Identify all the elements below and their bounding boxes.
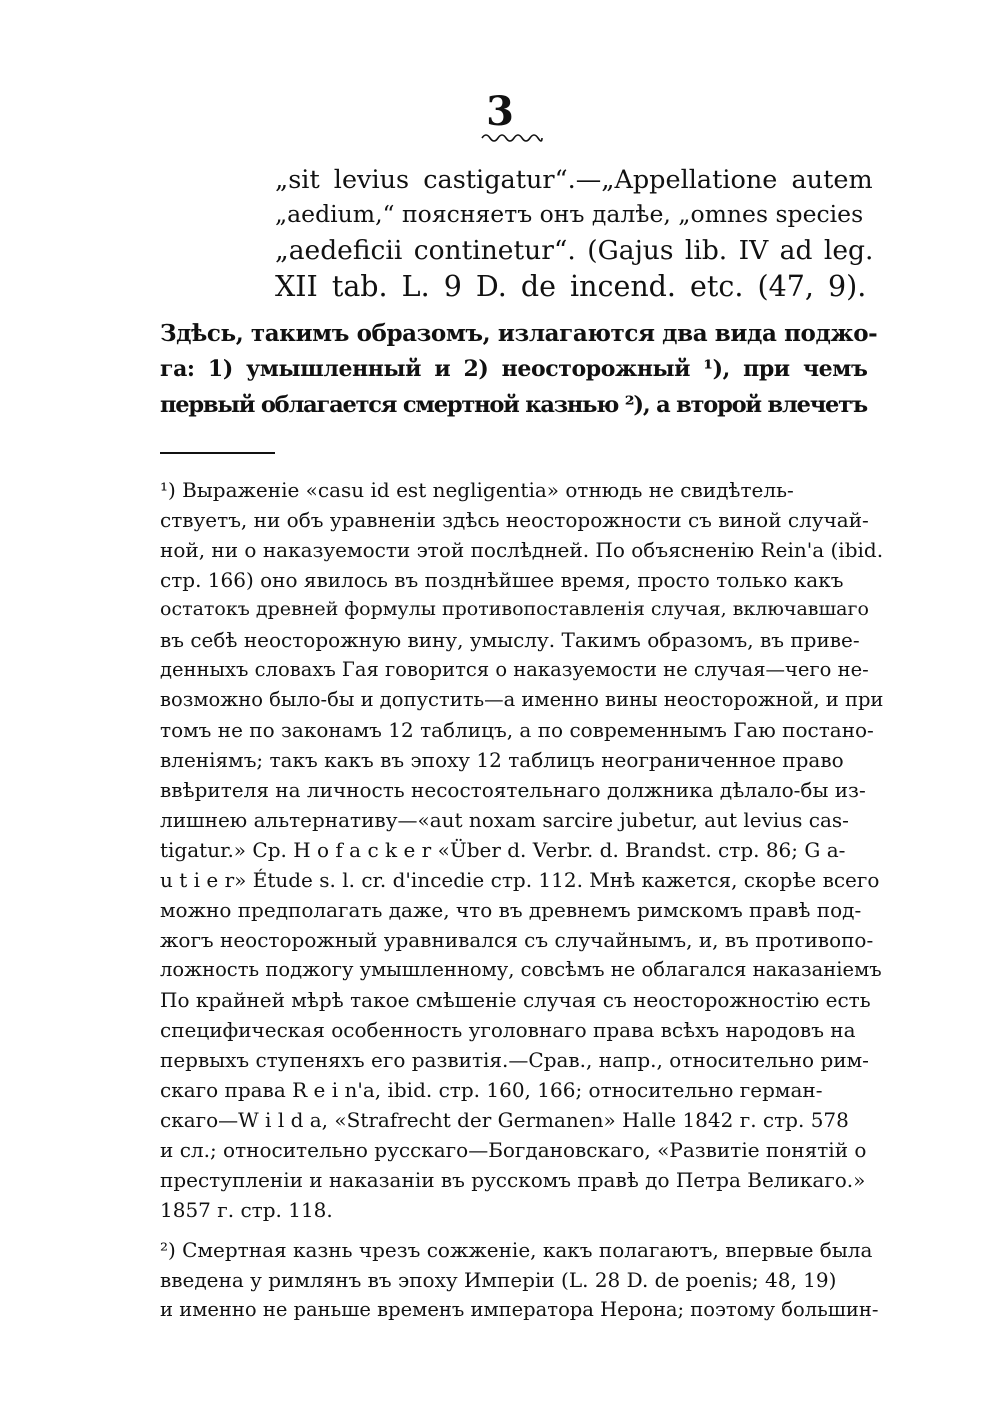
footnote-line: денныхъ словахъ Гая говорится о наказуемости не случая—чего не- xyxy=(160,658,869,681)
footnote-line: остатокъ древней формулы противопоставленія случая, включавшаго xyxy=(160,598,869,620)
footnote-separator xyxy=(160,452,275,454)
quote-line: „aedeficii continetur“. (Gajus lib. IV ad leg. xyxy=(275,235,874,266)
quote-line: „sit levius castigatur“.—„Appellatione autem xyxy=(275,165,873,195)
footnote-line: ¹) Выраженіе «casu id est negligentia» отнюдь не свидѣтель- xyxy=(160,478,794,502)
footnote-line: ²) Смертная казнь чрезъ сожженіе, какъ полагаютъ, впервые была xyxy=(160,1238,873,1262)
main-line: га: 1) умышленный и 2) неосторожный ¹), при чемъ xyxy=(160,356,868,382)
footnote-line: томъ не по законамъ 12 таблицъ, а по современнымъ Гаю постано- xyxy=(160,718,874,742)
footnote-line: возможно было-бы и допустить—а именно вины неосторожной, и при xyxy=(160,688,884,711)
footnote-line: tigatur.» Ср. H o f a c k e r «Über d. Verbr. d. Brandst. стр. 86; G a- xyxy=(160,838,846,862)
footnote-line: стр. 166) оно явилось въ позднѣйшее время, просто только какъ xyxy=(160,568,844,592)
footnote-line: вленіямъ; такъ какъ въ эпоху 12 таблицъ неограниченное право xyxy=(160,748,844,772)
footnote-line: можно предполагать даже, что въ древнемъ римскомъ правѣ под- xyxy=(160,898,862,922)
footnote-line: въ себѣ неосторожную вину, умыслу. Такимъ образомъ, въ приве- xyxy=(160,628,860,652)
main-line: первый облагается смертной казнью ²), а второй влечетъ xyxy=(160,392,867,418)
footnote-line: ной, ни о наказуемости этой послѣдней. По объясненію Rein'a (ibid. xyxy=(160,538,884,562)
footnote-line: ложность поджогу умышленному, совсѣмъ не облагался наказаніемъ xyxy=(160,958,882,981)
footnote-line: ствуетъ, ни объ уравненіи здѣсь неосторожности съ виной случай- xyxy=(160,508,869,532)
footnote-line: u t i e r» Étude s. l. cr. d'incedie стр. 112. Мнѣ кажется, скорѣе всего xyxy=(160,868,880,892)
footnote-line: введена у римлянъ въ эпоху Имперіи (L. 28 D. de poenis; 48, 19) xyxy=(160,1268,837,1292)
footnote-line: преступленіи и наказаніи въ русскомъ правѣ до Петра Великаго.» xyxy=(160,1168,866,1192)
footnote-line: 1857 г. стр. 118. xyxy=(160,1198,333,1222)
quote-line: XII tab. L. 9 D. de incend. etc. (47, 9). xyxy=(275,270,867,303)
footnote-line: специфическая особенность уголовнаго права всѣхъ народовъ на xyxy=(160,1018,856,1042)
footnote-line: По крайней мѣрѣ такое смѣшеніе случая съ неосторожностію есть xyxy=(160,988,871,1012)
footnote-line: скаго—W i l d a, «Strafrecht der Germanen» Halle 1842 г. стр. 578 xyxy=(160,1108,849,1132)
footnote-line: лишнею альтернативу—«aut noxam sarcire jubetur, aut levius cas- xyxy=(160,808,849,832)
page-number: 3 xyxy=(486,88,514,135)
ornament-divider xyxy=(480,130,544,144)
footnote-line: и сл.; относительно русскаго—Богдановскаго, «Развитіе понятій о xyxy=(160,1138,867,1162)
footnote-line: жогъ неосторожный уравнивался съ случайнымъ, и, въ противопо- xyxy=(160,928,874,952)
footnote-line: скаго права R e i n'a, ibid. стр. 160, 166; относительно герман- xyxy=(160,1078,823,1102)
footnote-line: ввѣрителя на личность несостоятельнаго должника дѣлало-бы из- xyxy=(160,778,866,802)
footnote-line: и именно не раньше временъ императора Нерона; поэтому большин- xyxy=(160,1298,879,1321)
main-line: Здѣсь, такимъ образомъ, излагаются два вида поджо- xyxy=(160,320,878,347)
footnote-line: первыхъ ступеняхъ его развитія.—Срав., напр., относительно рим- xyxy=(160,1048,869,1072)
quote-line: „aedium,“ поясняетъ онъ далѣе, „omnes species xyxy=(275,200,864,228)
